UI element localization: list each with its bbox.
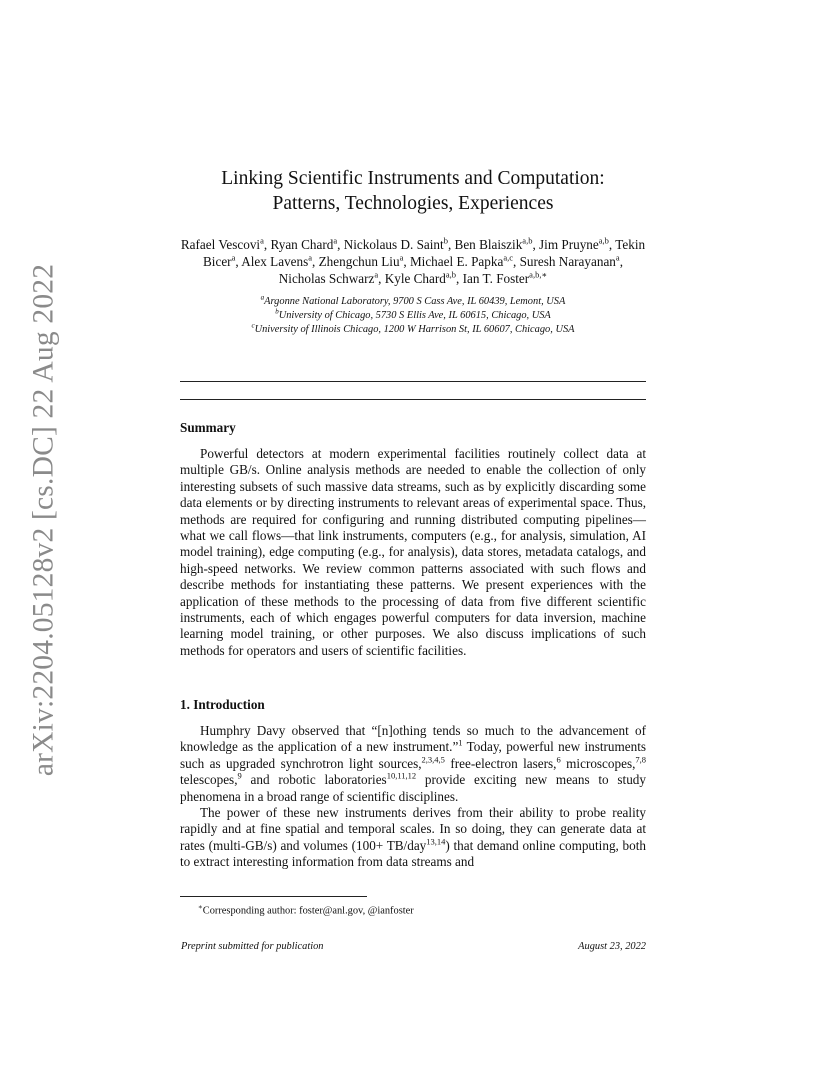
author-affiliation-mark: a,b,∗	[529, 269, 548, 280]
author	[539, 237, 609, 252]
author-affiliation-mark: a	[615, 252, 620, 263]
affiliation-key: c	[251, 321, 255, 330]
affiliation-key: b	[275, 307, 279, 316]
citation-mark: 2,3,4,5	[421, 754, 445, 765]
author-affiliation-mark: a	[260, 235, 264, 246]
text-run: and robotic laboratories	[241, 772, 387, 788]
citation-mark: 1	[458, 738, 463, 749]
author-name: Jim Pruyne	[539, 237, 599, 252]
preprint-notice: Preprint submitted for publication	[181, 941, 324, 952]
affiliation	[180, 309, 646, 323]
author	[455, 237, 533, 252]
author-name: Ian T. Foster	[462, 271, 530, 286]
author-affiliation-mark: a,b	[598, 235, 609, 246]
author	[344, 237, 448, 252]
paper-title	[180, 166, 646, 216]
author-name: Tekin Bicer	[203, 237, 646, 269]
summary-paragraph: Powerful detectors at modern experimental facilities routinely collect data at multiple GB/s. Online analysis methods are needed to enable the collection of only interesting subsets of such massive data streams, such as by explicitly discarding some data elements or by directing instruments to relevant areas of experimental space. Thus, methods are required for configuring and running distributed computing pipelines—what we call flows—that link instruments, computers (e.g., for analysis, simulation, AI model training), edge computing (e.g., for analysis), data stores, metadata catalogs, and high-speed networks. We review common patterns associated with such flows and describe methods for instantiating these patterns. We present experiences with the application of these methods to the processing of data from five different scientific instruments, each of which engages powerful computers for data inversion, machine learning model training, or other purposes. We also discuss implications of such methods for operators and users of scientific facilities.	[180, 446, 646, 658]
citation-mark: 7,8	[635, 754, 647, 765]
affiliation-text: University of Chicago, 5730 S Ellis Ave, IL 60615, Chicago, USA	[278, 310, 551, 321]
introduction-paragraph-1	[180, 723, 646, 805]
affiliation-key: a	[260, 293, 265, 302]
arxiv-identifier-stamp: arXiv:2204.05128v2 [cs.DC] 22 Aug 2022	[27, 263, 60, 777]
citation-mark: 9	[237, 770, 242, 781]
author-list: Rafael Vescovi$^a$, Ryan Chard$^a$, Nickolaus D. Saint$^b$, Ben Blaiszik$^{a,b}$, Jim Pruyne$^{a,b}$, Tekin Bicer$^a$, Alex Lavens$^a$, Zhengchun Liu$^a$, Michael E. Papka$^{a,c}$, Suresh Narayanan$^a$, Nicholas Schwarz$^a$, Kyle Chard$^{a,b}$, Ian T. Foster$^{a,b,∗}$	[180, 235, 646, 286]
introduction-heading: 1. Introduction	[180, 697, 265, 712]
affiliation-text: University of Illinois Chicago, 1200 W Harrison St, IL 60607, Chicago, USA	[254, 324, 575, 335]
text-run: free-electron lasers,	[444, 755, 557, 771]
footnote-rule	[180, 896, 367, 897]
author	[410, 254, 513, 269]
author-name: Alex Lavens	[241, 254, 309, 269]
text-run: microscopes,	[560, 755, 636, 771]
author-name: Kyle Chard	[384, 271, 446, 286]
author-affiliation-mark: a	[374, 269, 379, 280]
affiliation-text: Argonne National Laboratory, 9700 S Cass Ave, IL 60439, Lemont, USA	[264, 296, 566, 307]
author-affiliation-mark: a	[333, 235, 338, 246]
author	[270, 237, 337, 252]
text-run: provide exciting new means to study phenomena in a broad range of scientific disciplines.	[180, 772, 646, 804]
author-name: Nickolaus D. Saint	[343, 237, 444, 252]
corresponding-author-footnote	[198, 901, 414, 917]
author	[463, 271, 548, 286]
affiliation	[180, 323, 646, 337]
affiliation	[180, 295, 646, 309]
author-name: Rafael Vescovi	[180, 237, 261, 252]
text-run: Today, powerful new instruments such as upgraded synchrotron light sources,	[180, 739, 646, 771]
abstract-bottom-rule	[180, 399, 646, 400]
text-run: telescopes,	[180, 772, 238, 788]
author-affiliation-mark: b	[443, 235, 448, 246]
author-affiliation-mark: a	[399, 252, 404, 263]
author-name: Zhengchun Liu	[318, 254, 400, 269]
summary-heading: Summary	[180, 420, 236, 435]
title-line-1: Linking Scientific Instruments and Computation:	[221, 168, 605, 189]
author	[181, 237, 264, 252]
citation-mark: 10,11,12	[386, 770, 417, 781]
author-name: Suresh Narayanan	[519, 254, 616, 269]
author-affiliation-mark: a,c	[503, 252, 513, 263]
introduction-paragraph-2	[180, 805, 646, 871]
author	[385, 271, 456, 286]
author	[520, 254, 620, 269]
author-affiliation-mark: a	[231, 252, 236, 263]
text-run: The power of these new instruments derives from their ability to probe reality rapidly and at fine spatial and temporal scales. In so doing, they can generate data at rates (multi-GB/s) and volumes (100+ TB/day	[180, 805, 646, 853]
author-name: Nicholas Schwarz	[278, 271, 375, 286]
text-run: ) that demand online computing, both to extract interesting information from data streams and	[180, 837, 646, 870]
title-line-2: Patterns, Technologies, Experiences	[272, 193, 554, 214]
author	[241, 254, 312, 269]
author	[279, 271, 378, 286]
author	[319, 254, 404, 269]
footnote-text: Corresponding author: foster@anl.gov, @ianfoster	[202, 905, 414, 917]
citation-mark: 6	[556, 754, 561, 765]
author-name: Ryan Chard	[270, 237, 334, 252]
citation-mark: 13,14	[426, 836, 446, 847]
author-affiliation-mark: a	[308, 252, 313, 263]
author-affiliation-mark: a,b	[445, 269, 457, 280]
author-affiliation-mark: a,b	[522, 235, 533, 246]
author-name: Michael E. Papka	[409, 254, 504, 269]
footnote-mark: ∗	[198, 903, 203, 911]
text-run: Humphry Davy observed that “[n]othing tends so much to the advancement of knowledge as the application of a new instrument.”	[180, 723, 646, 755]
author-name: Ben Blaiszik	[454, 237, 523, 252]
footer-date: August 23, 2022	[578, 941, 646, 952]
affiliation-list	[180, 295, 646, 337]
abstract-top-rule	[180, 381, 646, 382]
